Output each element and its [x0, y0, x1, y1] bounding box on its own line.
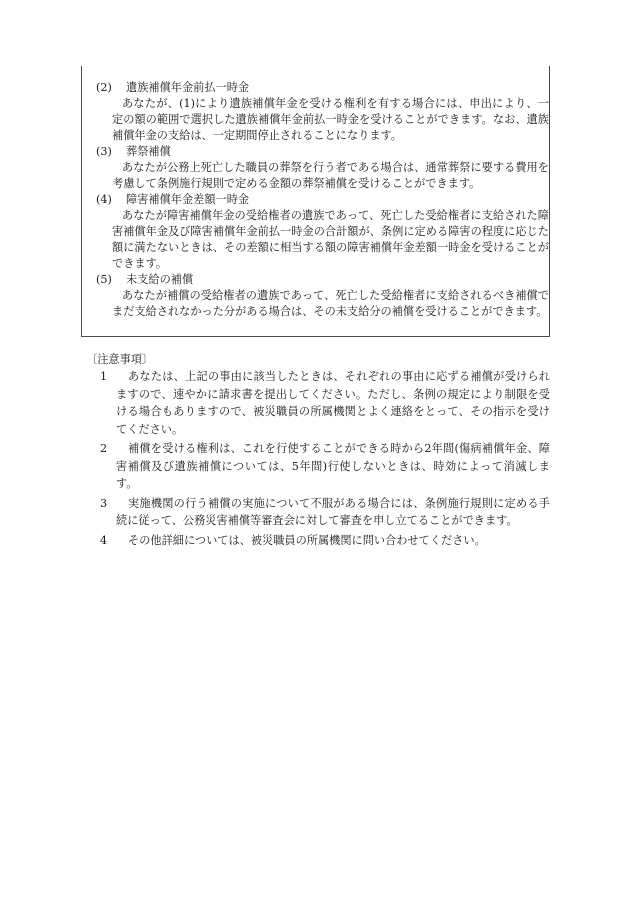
section-disability-difference: [96, 192, 548, 272]
section-title: 葬祭補償: [126, 145, 171, 158]
section-title: 障害補償年金差額一時金: [126, 193, 250, 206]
section-heading: [96, 272, 548, 288]
note-item: [86, 440, 550, 493]
section-lump-sum-advance: [96, 80, 548, 144]
note-text: 実施機関の行う補償の実施について不服がある場合には、条例施行規則に定める手続に従って、公務災害補償等審査会に対して審査を申し立てることができます。: [116, 496, 550, 527]
section-unpaid-compensation: [96, 272, 548, 320]
section-number: (2): [96, 81, 112, 94]
note-text: あなたは、上記の事由に該当したときは、それぞれの事由に応ずる補償が受けられますので、速やかに請求書を提出してください。ただし、条例の規定により制限を受ける場合もありますので、被災職員の所属機関とよく連絡をとって、その指示を受けてください。: [116, 370, 550, 436]
section-heading: [96, 80, 548, 96]
note-number: 3: [100, 496, 108, 510]
note-item: [86, 495, 550, 530]
note-item: [86, 532, 550, 550]
section-body: あなたが公務上死亡した職員の葬祭を行う者である場合は、通常葬祭に要する費用を考慮して条例施行規則で定める金額の葬祭補償を受けることができます。: [112, 161, 549, 190]
section-heading: [96, 192, 548, 208]
note-item: [86, 368, 550, 438]
note-number: 4: [100, 533, 108, 547]
section-number: (4): [96, 193, 112, 206]
notes-block: [86, 351, 550, 551]
section-title: 遺族補償年金前払一時金: [126, 81, 250, 94]
note-number: 2: [100, 442, 108, 455]
note-text: その他詳細については、被災職員の所属機関に問い合わせてください。: [128, 533, 486, 547]
note-text: 補償を受ける権利は、これを行使することができる時から2年間(傷病補償年金、障害補償及び遺族補償については、5年間)行使しないときは、時効によって消滅します。: [116, 442, 550, 490]
section-body: あなたが障害補償年金の受給権者の遺族であって、死亡した受給権者に支給された障害補償年金及び障害補償年金前払一時金の合計額が、条例に定める障害の程度に応じた額に満たないときは、その差額に相当する額の障害補償年金差額一時金を受けることができます。: [112, 209, 549, 270]
section-number: (5): [96, 273, 112, 286]
section-funeral-compensation: [96, 144, 548, 192]
section-number: (3): [96, 145, 112, 158]
note-number: 1: [100, 370, 108, 383]
notes-heading: 〔注意事項〕: [86, 353, 154, 366]
section-heading: [96, 144, 548, 160]
section-body: あなたが補償の受給権者の遺族であって、死亡した受給権者に支給されるべき補償でまだ支給されなかった分がある場合は、その未支給分の補償を受けることができます。: [112, 289, 549, 318]
section-body: あなたが、(1)により遺族補償年金を受ける権利を有する場合には、申出により、一定の額の範囲で選択した遺族補償年金前払一時金を受けることができます。なお、遺族補償年金の支給は、一定期間停止されることになります。: [112, 97, 549, 142]
section-title: 未支給の補償: [126, 273, 194, 286]
